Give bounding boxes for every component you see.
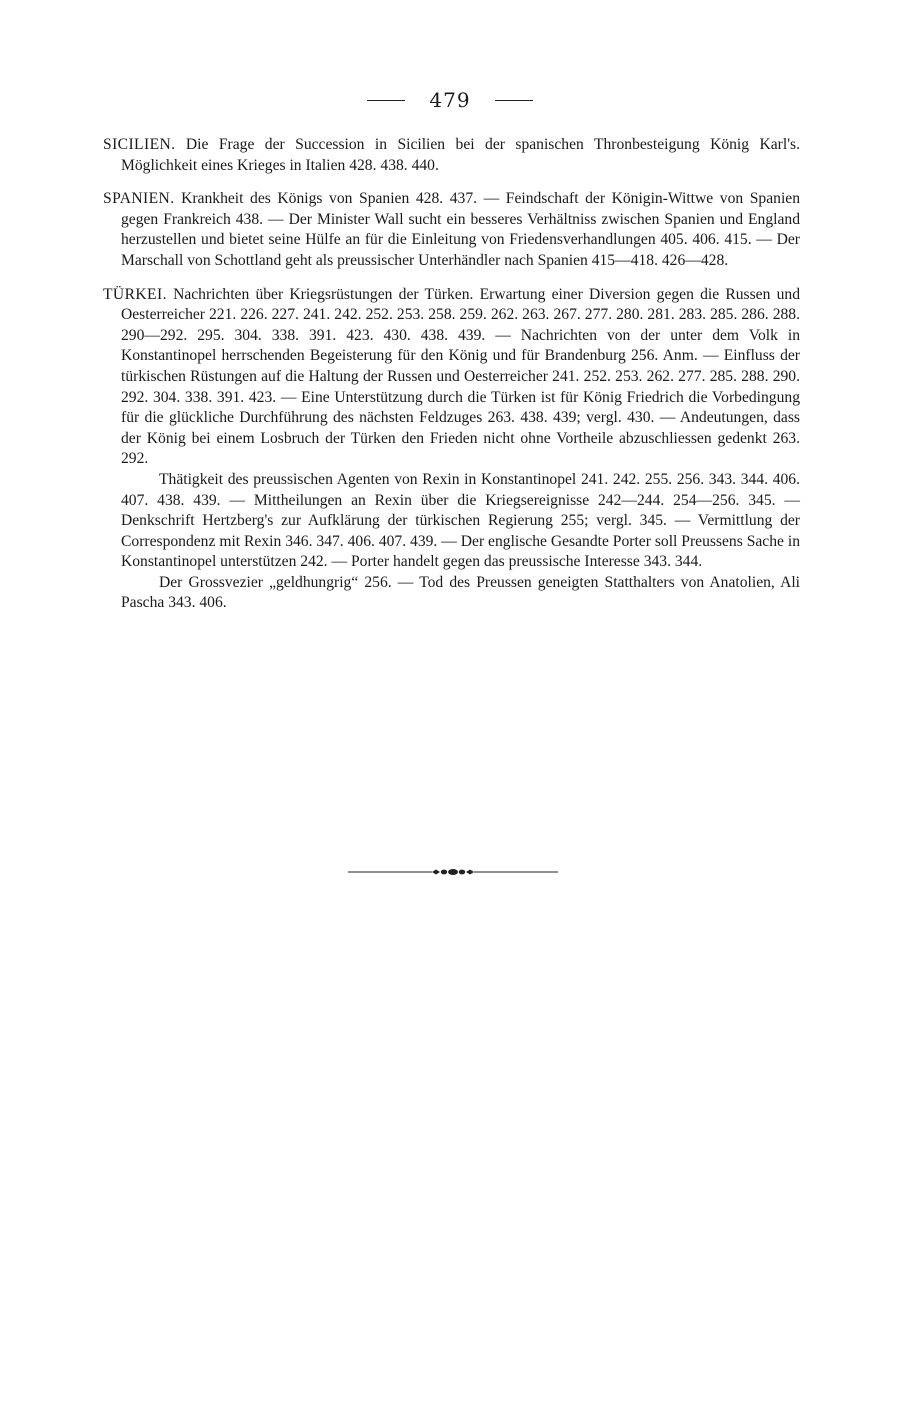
entry-text: Krankheit des Königs von Spanien 428. 437. — Feindschaft der Königin-Wittwe von Spanien gegen Frankreich 438. — Der Minister Wall sucht ein besseres Verhältniss zwischen Spanien und England herzustellen und bietet seine Hülfe an für die Einleitung von Friedensverhandlungen 405. 406. 415. — Der Marschall von Schottland geht als preussischer Unterhändler nach Spanien 415—418. 426—428. <box>121 190 800 269</box>
entry-paragraph: Thätigkeit des preussischen Agenten von Rexin in Konstantinopel 241. 242. 255. 256. 343. 344. 406. 407. 438. 439. — Mittheilungen an Rexin über die Kriegsereignisse 242—244. 254—256. 345. — Denkschrift Hertzberg's zur Aufklärung der türkischen Regierung 255; vergl. 345. — Vermittlung der Correspondenz mit Rexin 346. 347. 406. 407. 439. — Der englische Gesandte Porter soll Preussens Sache in Konstantinopel unterstützen 242. — Porter handelt gegen das preussische Interesse 343. 344. <box>121 470 800 571</box>
entry-keyword: TÜRKEI. <box>103 285 167 303</box>
end-ornament-icon <box>348 865 558 879</box>
entry-text: Nachrichten über Kriegsrüstungen der Türken. Erwartung einer Diversion gegen die Russen und Oesterreicher 221. 226. 227. 241. 242. 252. 253. 258. 259. 262. 263. 267. 277. 280. 281. 283. 285. 286. 288. 290—292. 295. 304. 338. 391. 423. 430. 438. 439. — Nachrichten von der unter dem Volk in Konstantinopel herrschenden Begeisterung für den König und für Brandenburg 256. Anm. — Einfluss der türkischen Rüstungen auf die Haltung der Russen und Oesterreicher 241. 252. 253. 262. 277. 285. 288. 290. 292. 304. 338. 391. 423. — Eine Unterstützung durch die Türken ist für König Friedrich die Vorbedingung für die glückliche Durchführung des nächsten Feldzuges 263. 438. 439; vergl. 430. — Andeutungen, dass der König bei einem Losbruch der Türken den Frieden nicht ohne Vortheile abzuschliessen gedenkt 263. 292. <box>121 285 800 468</box>
page-header <box>0 88 900 112</box>
entry-sicilien <box>103 135 800 176</box>
entry-paragraph: Der Grossvezier „geldhungrig“ 256. — Tod des Preussen geneigten Statthalters von Anatolien, Ali Pascha 343. 406. <box>121 573 800 612</box>
header-dash-left <box>367 100 405 101</box>
entry-text: Die Frage der Succession in Sicilien bei der spanischen Thronbesteigung König Karl's. Möglichkeit eines Krieges in Italien 428. 438. 440. <box>121 136 800 174</box>
index-content <box>103 135 800 614</box>
entry-tuerkei-main <box>103 285 800 470</box>
entry-keyword: SPANIEN. <box>103 190 175 208</box>
entry-tuerkei <box>103 285 800 615</box>
entry-spanien <box>103 189 800 271</box>
entry-keyword: SICILIEN. <box>103 136 176 153</box>
header-dash-right <box>495 100 533 101</box>
page-number: 479 <box>429 88 471 112</box>
